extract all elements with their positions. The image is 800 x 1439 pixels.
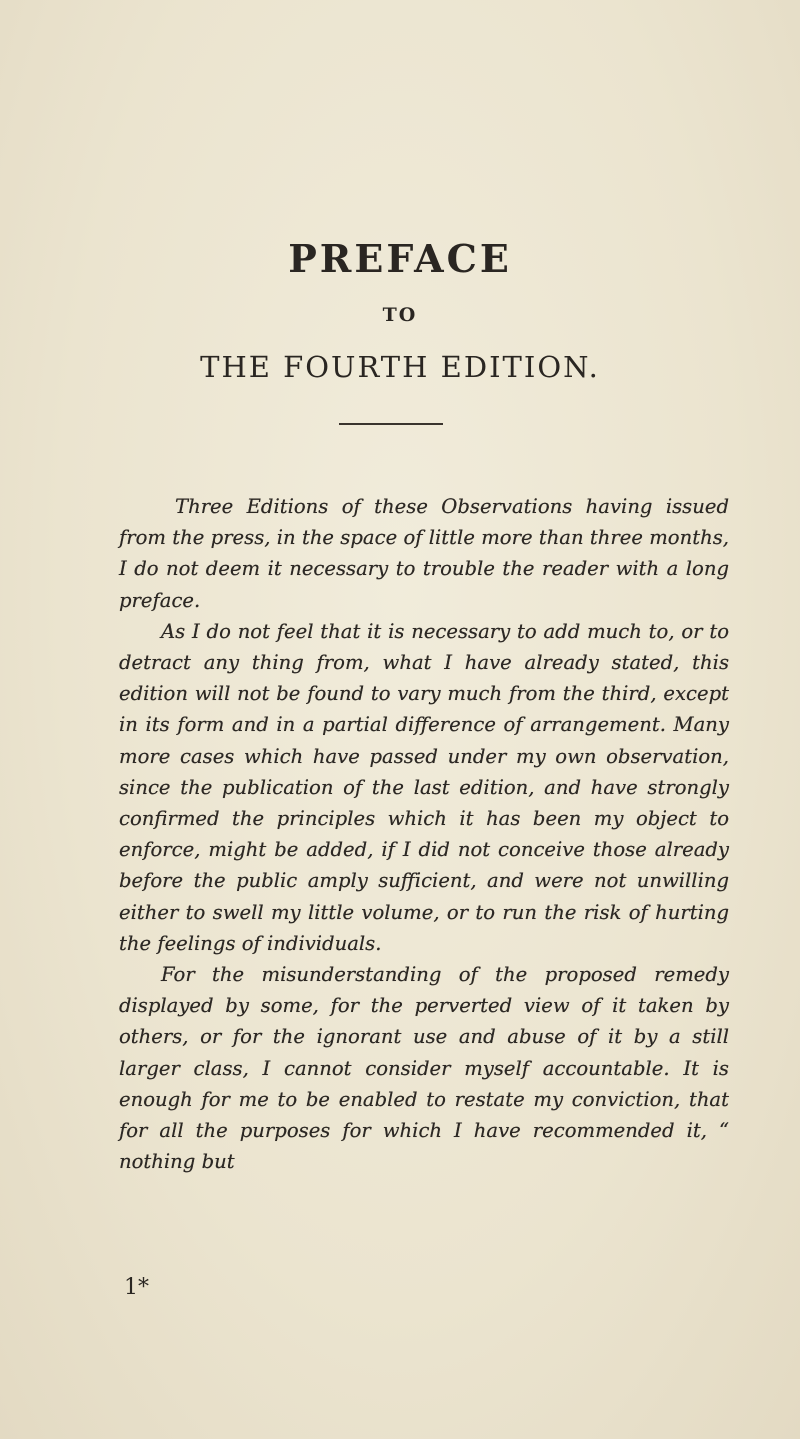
- paragraph-3: For the misunderstanding of the proposed remedy displayed by some, for the perverted view of it taken by others, or for the ignorant use and abuse of it by a still larger class, I cannot consider myself accountable. It is enough for me to be enabled to restate my conviction, that for all the purposes for which I have recommended it, “ nothing but: [119, 963, 729, 1174]
- page-subtitle: THE FOURTH EDITION.: [200, 350, 600, 384]
- page-title: PREFACE: [288, 236, 512, 281]
- body-text: [119, 491, 729, 1177]
- paragraph-1: Three Editions of these Observations having issued from the press, in the space of little more than three months, I do not deem it necessary to trouble the reader with a long preface.: [119, 495, 729, 612]
- title-connector: TO: [382, 304, 418, 326]
- signature-mark: 1*: [124, 1275, 149, 1300]
- title-divider: [339, 423, 443, 425]
- paragraph-2: As I do not feel that it is necessary to add much to, or to detract any thing from, what I have already stated, this edition will not be found to vary much from the third, except in its form and in a partial difference of arrangement. Many more cases which have passed under my own observation, since the publication of the last edition, and have strongly confirmed the principles which it has been my object to enforce, might be added, if I did not conceive those already before the public amply sufficient, and were not unwilling either to swell my little volume, or to run the risk of hurting the feelings of individuals.: [119, 619, 729, 955]
